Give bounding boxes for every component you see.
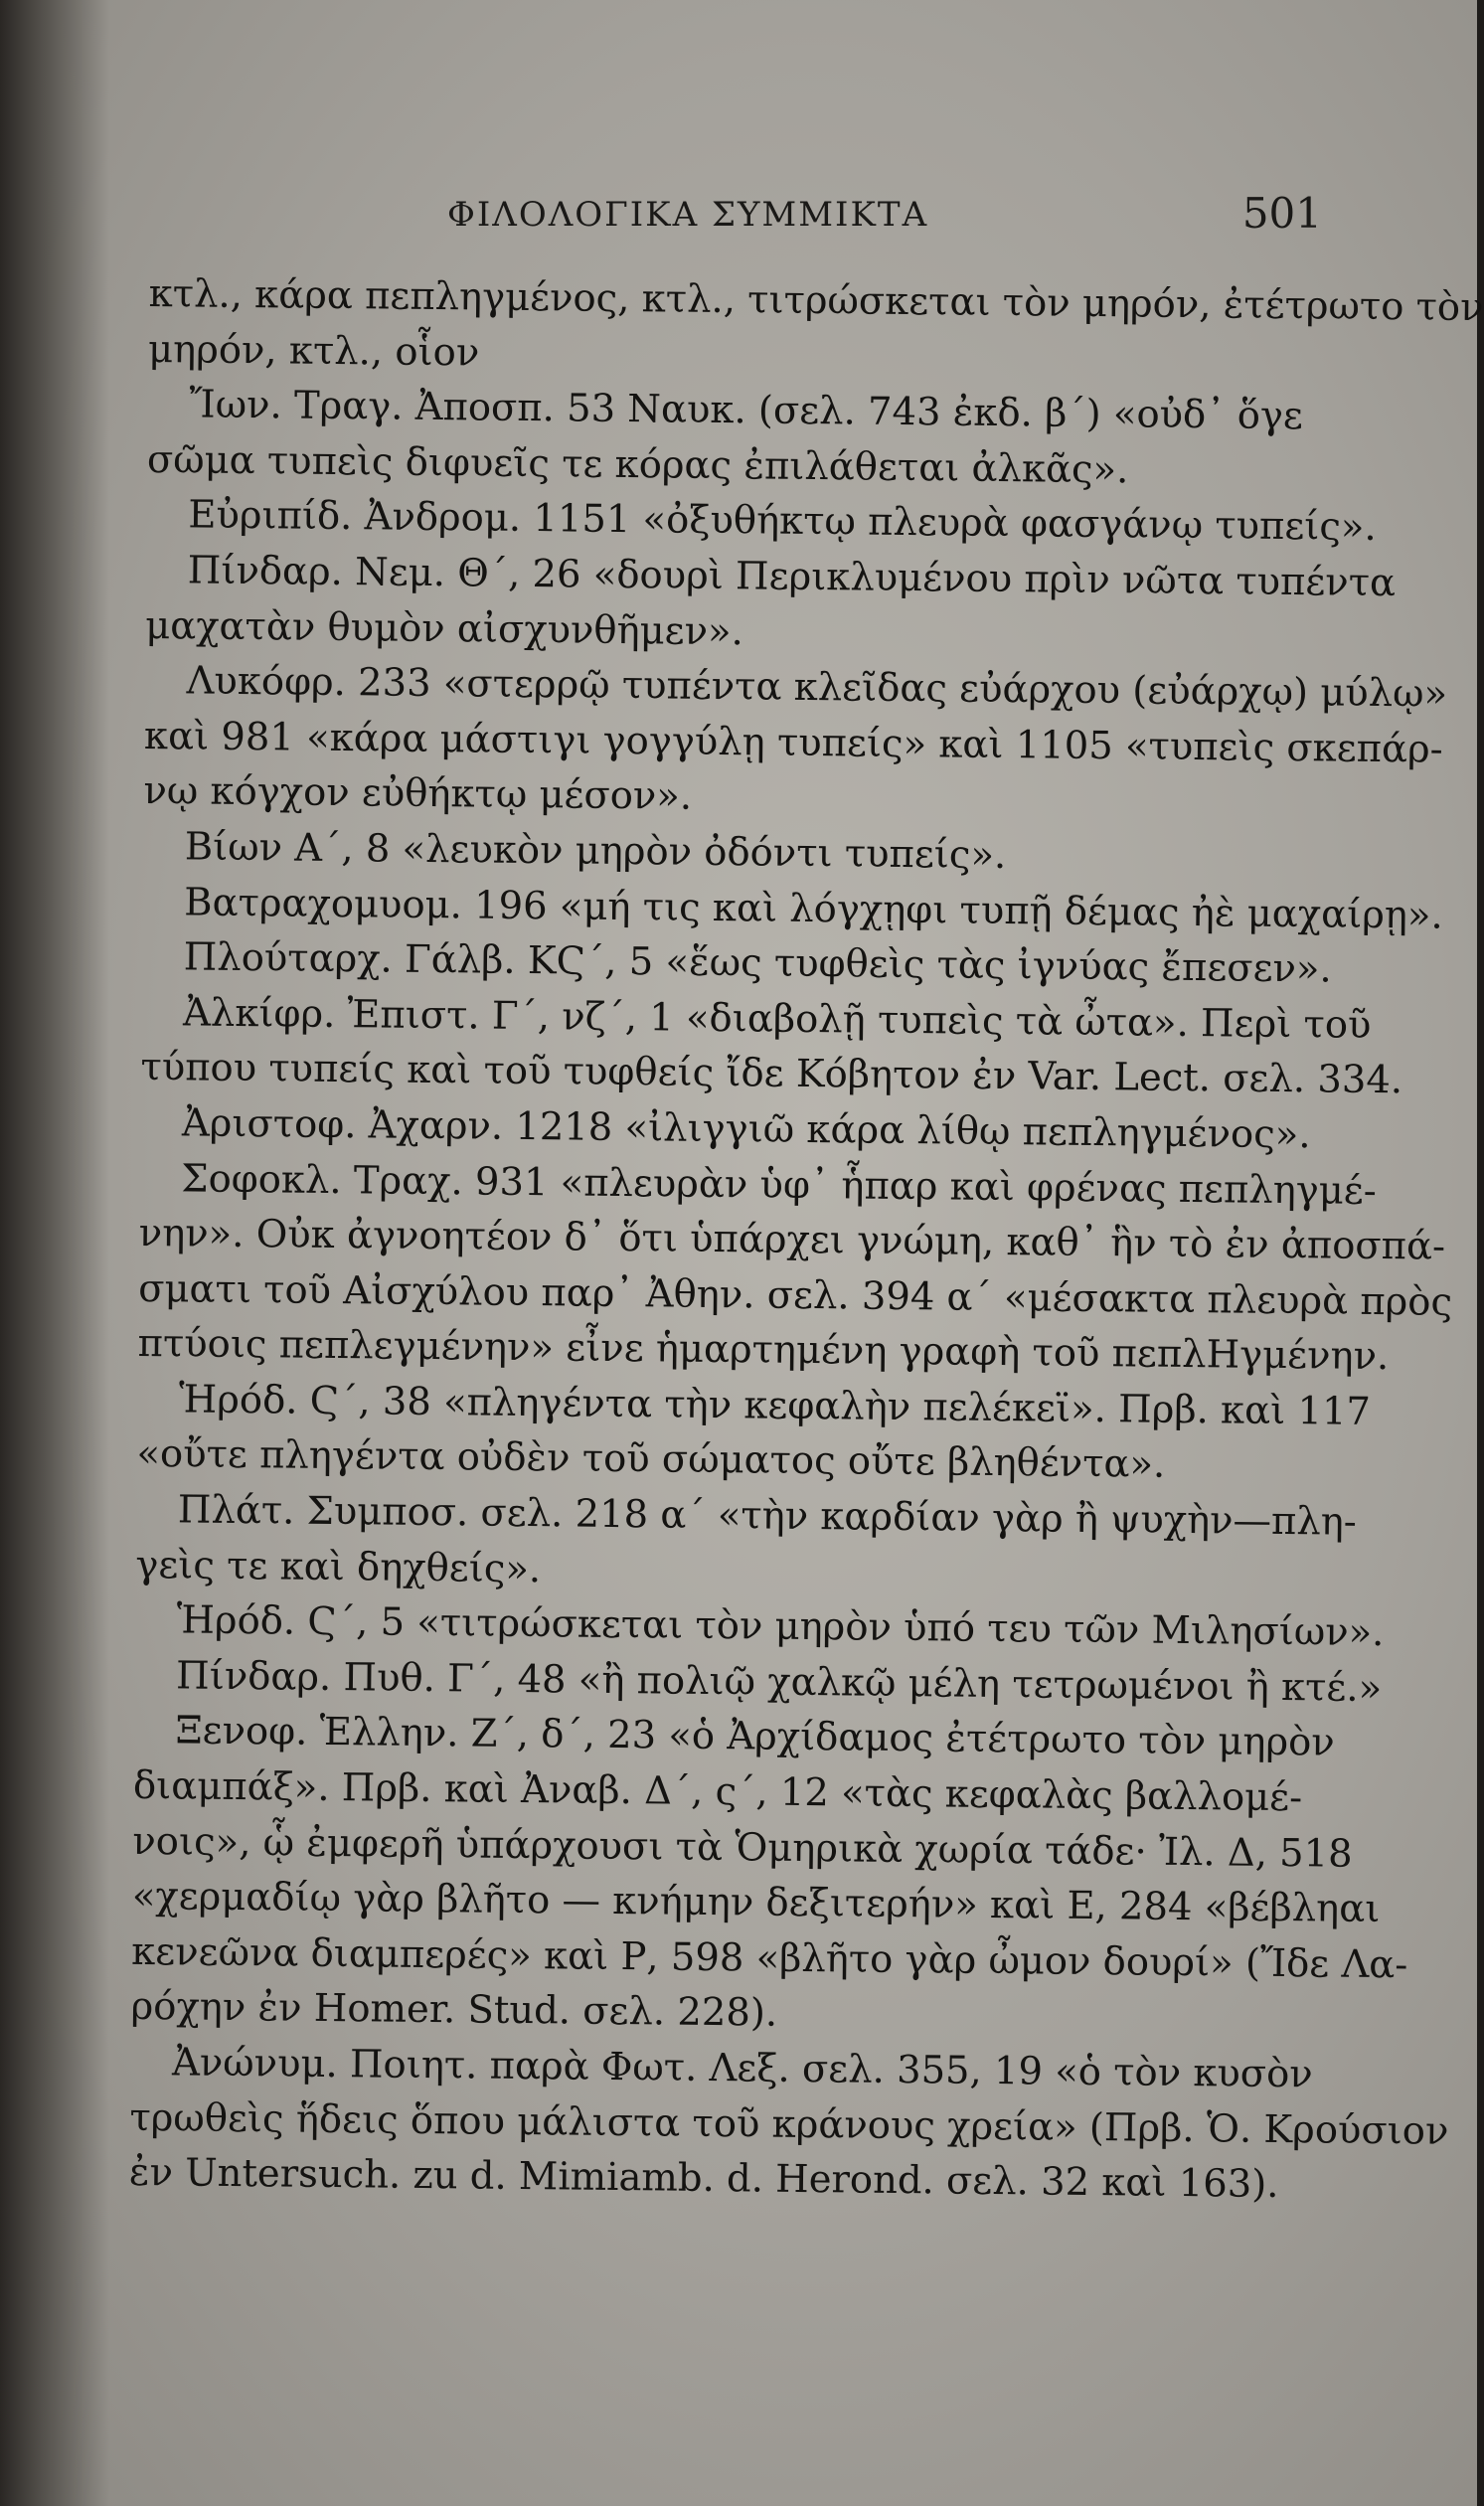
- text-line: Βίων Α΄, 8 «λευκὸν μηρὸν ὀδόντι τυπείς».: [184, 824, 1007, 878]
- text-line: νην». Οὐκ ἀγνοητέον δ᾽ ὅτι ὑπάρχει γνώμη, καθ᾽ ἣν τὸ ἐν ἀποσπά-: [138, 1211, 1446, 1269]
- text-line: νοις», ᾧ ἐμφερῆ ὑπάρχουσι τὰ Ὁμηρικὰ χωρία τάδε· Ἰλ. Δ, 518: [132, 1818, 1353, 1877]
- text-line: Σοφοκλ. Τραχ. 931 «πλευρὰν ὑφ᾽ ἧπαρ καὶ φρένας πεπληγμέ-: [181, 1155, 1378, 1214]
- text-line: ἐν Untersuch. zu d. Mimiamb. d. Herond. σελ. 32 καὶ 163).: [128, 2150, 1279, 2208]
- text-line: Βατραχομυομ. 196 «μή τις καὶ λόγχῃφι τυπῇ δέμας ἠὲ μαχαίρῃ».: [184, 879, 1443, 938]
- text-line: μαχατὰν θυμὸν αἰσχυνθῆμεν».: [144, 602, 744, 654]
- text-line: Ἡρόδ. Ϛ΄, 5 «τιτρώσκεται τὸν μηρὸν ὑπό τευ τῶν Μιλησίων».: [176, 1597, 1385, 1656]
- text-line: διαμπάξ». Πρβ. καὶ Ἀναβ. Δ΄, ς΄, 12 «τὰς κεφαλὰς βαλλομέ-: [132, 1762, 1303, 1821]
- running-title: ΦΙΛΟΛΟΓΙΚΑ ΣΥΜΜΙΚΤΑ: [447, 195, 929, 235]
- text-line: «χερμαδίῳ γὰρ βλῆτο — κνήμην δεξιτερήν» καὶ Ε, 284 «βέβληαι: [131, 1874, 1381, 1932]
- text-line: μηρόν, κτλ., οἷον: [147, 326, 480, 376]
- text-line: Λυκόφρ. 233 «στερρῷ τυπέντα κλεῖδας εὐάρχου (εὐάρχῳ) μύλῳ»: [186, 658, 1448, 717]
- text-line: πτύοις πεπλεγμένην» εἶνε ἡμαρτημένη γραφὴ τοῦ πεπλΗγμένην.: [137, 1321, 1390, 1380]
- text-line: Πίνδαρ. Νεμ. Θ΄, 26 «δουρὶ Περικλυμένου πρὶν νῶτα τυπέντα: [187, 548, 1397, 606]
- text-line: γεὶς τε καὶ δηχθείς».: [135, 1542, 542, 1591]
- text-line: σματι τοῦ Αἰσχύλου παρ᾽ Ἀθην. σελ. 394 α΄ «μέσακτα πλευρὰ πρὸς: [137, 1265, 1453, 1325]
- text-line: Πίνδαρ. Πυθ. Γ΄, 48 «ἢ πολιῷ χαλκῷ μέλη τετρωμένοι ἢ κτέ.»: [175, 1653, 1383, 1711]
- text-line: Ἡρόδ. Ϛ΄, 38 «πληγέντα τὴν κεφαλὴν πελέκεϊ». Πρβ. καὶ 117: [178, 1377, 1372, 1434]
- text-line: Ξενοφ. Ἑλλην. Ζ΄, δ΄, 23 «ὁ Ἀρχίδαμος ἐτέτρωτο τὸν μηρὸν: [175, 1708, 1335, 1766]
- text-line: Ἴων. Τραγ. Ἀποσπ. 53 Ναυκ. (σελ. 743 ἐκδ. β΄) «οὐδ᾽ ὅγε: [189, 382, 1304, 439]
- text-line: νῳ κόγχον εὐθήκτῳ μέσον».: [143, 768, 693, 820]
- text-line: ρόχην ἐν Homer. Stud. σελ. 228).: [130, 1984, 778, 2037]
- text-line: Πλάτ. Συμποσ. σελ. 218 α΄ «τὴν καρδίαν γὰρ ἢ ψυχὴν—πλη-: [177, 1487, 1358, 1545]
- book-spine-shadow: [0, 0, 109, 2506]
- text-line: σῶμα τυπεὶς διφυεῖς τε κόρας ἐπιλάθεται ἀλκᾶς».: [146, 436, 1129, 493]
- text-line: Ἀριστοφ. Ἀχαρν. 1218 «ἰλιγγιῶ κάρα λίθῳ πεπληγμένος».: [181, 1100, 1311, 1158]
- page-header: [149, 189, 1322, 249]
- text-line: «οὔτε πληγέντα οὐδὲν τοῦ σώματος οὔτε βληθέντα».: [136, 1431, 1166, 1488]
- page-number: 501: [1241, 189, 1322, 238]
- text-line: τύπου τυπείς καὶ τοῦ τυφθείς ἴδε Κόβητον ἐν Var. Lect. σελ. 334.: [140, 1045, 1403, 1103]
- text-line: Πλούταρχ. Γάλβ. ΚϚ΄, 5 «ἕως τυφθεὶς τὰς ἰγνύας ἔπεσεν».: [183, 934, 1332, 992]
- text-line: κτλ., κάρα πεπληγμένος, κτλ., τιτρώσκεται τὸν μηρόν, ἐτέτρωτο τὸν: [148, 270, 1484, 331]
- text-line: Ἀλκίφρ. Ἐπιστ. Γ΄, νζ΄, 1 «διαβολῇ τυπεὶς τὰ ὦτα». Περὶ τοῦ: [182, 990, 1372, 1048]
- text-line: τρωθεὶς ἥδεις ὅπου μάλιστα τοῦ κράνους χρεία» (Πρβ. Ὁ. Κρούσιον: [129, 2094, 1449, 2154]
- text-line: κενεῶνα διαμπερές» καὶ Ρ, 598 «βλῆτο γὰρ ὦμον δουρί» (Ἴδε Λα-: [131, 1928, 1408, 1988]
- text-line: καὶ 981 «κάρα μάστιγι γογγύλῃ τυπείς» καὶ 1105 «τυπεὶς σκεπάρ-: [143, 713, 1443, 772]
- text-line: Ἀνώνυμ. Ποιητ. παρὰ Φωτ. Λεξ. σελ. 355, 19 «ὁ τὸν κυσὸν: [171, 2040, 1313, 2097]
- body-text: [128, 266, 1484, 2213]
- text-line: Εὐριπίδ. Ἀνδρομ. 1151 «ὀξυθήκτῳ πλευρὰ φασγάνῳ τυπείς».: [188, 492, 1377, 551]
